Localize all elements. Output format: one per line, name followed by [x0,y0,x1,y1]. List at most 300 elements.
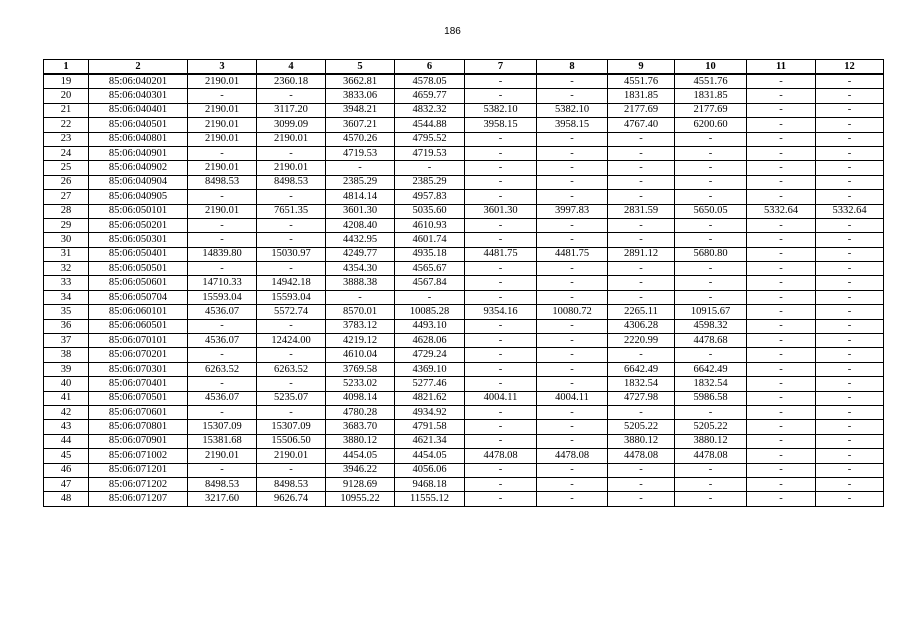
value-cell: 4478.08 [675,449,747,463]
table-row [44,262,884,276]
value-cell: 4832.32 [395,103,465,117]
value-cell: - [747,391,816,405]
value-cell: - [608,477,675,491]
value-cell: - [465,146,537,160]
value-cell: 6263.52 [257,362,326,376]
value-cell: - [465,161,537,175]
value-cell: 10085.28 [395,305,465,319]
value-cell: 15030.97 [257,247,326,261]
value-cell: 4056.06 [395,463,465,477]
value-cell: - [747,290,816,304]
value-cell: 3948.21 [326,103,395,117]
value-cell: - [188,146,257,160]
value-cell: - [608,190,675,204]
value-cell: 2190.01 [188,74,257,89]
value-cell: 1831.85 [675,89,747,103]
page-number: 186 [444,26,461,37]
value-cell: - [465,276,537,290]
value-cell: 1832.54 [608,377,675,391]
value-cell: - [537,161,608,175]
value-cell: - [537,420,608,434]
table-row [44,118,884,132]
cadastral-code-cell: 85:06:071202 [89,477,188,491]
value-cell: 9626.74 [257,492,326,506]
value-cell: - [747,74,816,89]
table-row [44,319,884,333]
value-cell: 1831.85 [608,89,675,103]
value-cell: - [816,463,884,477]
row-number-cell: 30 [44,233,89,247]
value-cell: 4628.06 [395,334,465,348]
value-cell: - [465,405,537,419]
value-cell: 14839.80 [188,247,257,261]
value-cell: - [747,319,816,333]
table-row [44,477,884,491]
value-cell: - [188,463,257,477]
value-cell: 2891.12 [608,247,675,261]
value-cell: 12424.00 [257,334,326,348]
value-cell: 9468.18 [395,477,465,491]
table-row [44,391,884,405]
value-cell: - [816,362,884,376]
value-cell: 4249.77 [326,247,395,261]
value-cell: - [747,218,816,232]
table-row [44,190,884,204]
value-cell: - [465,218,537,232]
value-cell: - [816,262,884,276]
row-number-cell: 31 [44,247,89,261]
value-cell: - [747,405,816,419]
value-cell: 4601.74 [395,233,465,247]
value-cell: - [257,377,326,391]
value-cell: 5572.74 [257,305,326,319]
row-number-cell: 43 [44,420,89,434]
value-cell: - [747,247,816,261]
table-row [44,434,884,448]
value-cell: - [608,276,675,290]
value-cell: - [537,405,608,419]
value-cell: 3601.30 [326,204,395,218]
column-header-12: 12 [816,60,884,75]
value-cell: - [395,161,465,175]
value-cell: - [747,89,816,103]
table-row [44,204,884,218]
value-cell: 4208.40 [326,218,395,232]
column-header-6: 6 [395,60,465,75]
value-cell: - [465,334,537,348]
value-cell: - [188,218,257,232]
table-row [44,377,884,391]
value-cell: 4565.67 [395,262,465,276]
column-header-9: 9 [608,60,675,75]
value-cell: - [537,132,608,146]
row-number-cell: 37 [44,334,89,348]
value-cell: 15593.04 [188,290,257,304]
table-row [44,132,884,146]
value-cell: 10080.72 [537,305,608,319]
value-cell: 2265.11 [608,305,675,319]
value-cell: 4934.92 [395,405,465,419]
value-cell: - [537,89,608,103]
value-cell: - [747,190,816,204]
row-number-cell: 40 [44,377,89,391]
value-cell: - [675,218,747,232]
value-cell: 4306.28 [608,319,675,333]
value-cell: - [675,132,747,146]
value-cell: 2190.01 [257,449,326,463]
value-cell: - [257,190,326,204]
value-cell: - [675,290,747,304]
cadastral-code-cell: 85:06:070601 [89,405,188,419]
value-cell: - [816,190,884,204]
value-cell: - [816,348,884,362]
value-cell: - [816,290,884,304]
value-cell: 3607.21 [326,118,395,132]
cadastral-code-cell: 85:06:071201 [89,463,188,477]
table-row [44,334,884,348]
table-body [44,74,884,506]
value-cell: 3997.83 [537,204,608,218]
value-cell: - [608,405,675,419]
column-header-11: 11 [747,60,816,75]
value-cell: - [188,262,257,276]
table-row [44,247,884,261]
value-cell: - [816,276,884,290]
cadastral-code-cell: 85:06:040901 [89,146,188,160]
column-header-4: 4 [257,60,326,75]
value-cell: 4354.30 [326,262,395,276]
cadastral-code-cell: 85:06:040905 [89,190,188,204]
value-cell: 5332.64 [747,204,816,218]
value-cell: 8498.53 [257,175,326,189]
value-cell: 4536.07 [188,305,257,319]
cadastral-code-cell: 85:06:040201 [89,74,188,89]
data-table [43,59,884,507]
value-cell: - [675,492,747,506]
value-cell: 5382.10 [465,103,537,117]
value-cell: 2831.59 [608,204,675,218]
value-cell: 8498.53 [188,477,257,491]
value-cell: - [537,276,608,290]
value-cell: - [537,218,608,232]
value-cell: - [747,161,816,175]
value-cell: 4369.10 [395,362,465,376]
value-cell: - [675,146,747,160]
value-cell: - [537,334,608,348]
column-header-5: 5 [326,60,395,75]
value-cell: - [747,262,816,276]
cadastral-code-cell: 85:06:070801 [89,420,188,434]
value-cell: - [465,89,537,103]
value-cell: 2190.01 [257,161,326,175]
value-cell: - [537,290,608,304]
row-number-cell: 44 [44,434,89,448]
cadastral-code-cell: 85:06:050704 [89,290,188,304]
value-cell: - [675,161,747,175]
table-row [44,146,884,160]
value-cell: - [816,74,884,89]
value-cell: 6200.60 [675,118,747,132]
value-cell: 2190.01 [257,132,326,146]
value-cell: - [257,348,326,362]
value-cell: - [816,89,884,103]
value-cell: 4098.14 [326,391,395,405]
value-cell: 8570.01 [326,305,395,319]
value-cell: - [608,146,675,160]
value-cell: 4536.07 [188,334,257,348]
value-cell: - [608,262,675,276]
row-number-cell: 19 [44,74,89,89]
value-cell: - [675,175,747,189]
value-cell: - [816,334,884,348]
value-cell: 5680.80 [675,247,747,261]
value-cell: 4814.14 [326,190,395,204]
cadastral-code-cell: 85:06:050501 [89,262,188,276]
value-cell: - [537,190,608,204]
value-cell: 4567.84 [395,276,465,290]
value-cell: 4478.08 [537,449,608,463]
value-cell: 3946.22 [326,463,395,477]
value-cell: - [608,218,675,232]
value-cell: 4578.05 [395,74,465,89]
cadastral-code-cell: 85:06:071207 [89,492,188,506]
value-cell: 5205.22 [608,420,675,434]
value-cell: - [537,492,608,506]
value-cell: - [608,175,675,189]
value-cell: 4610.93 [395,218,465,232]
value-cell: - [816,161,884,175]
row-number-cell: 35 [44,305,89,319]
header-row [44,60,884,75]
cadastral-code-cell: 85:06:060501 [89,319,188,333]
value-cell: - [747,233,816,247]
value-cell: - [257,233,326,247]
column-header-3: 3 [188,60,257,75]
value-cell: - [537,377,608,391]
value-cell: 2190.01 [188,103,257,117]
value-cell: 5277.46 [395,377,465,391]
value-cell: - [816,391,884,405]
cadastral-code-cell: 85:06:040301 [89,89,188,103]
value-cell: 3099.09 [257,118,326,132]
value-cell: - [326,290,395,304]
value-cell: - [537,348,608,362]
value-cell: 4621.34 [395,434,465,448]
value-cell: 4659.77 [395,89,465,103]
value-cell: 8498.53 [257,477,326,491]
value-cell: 4821.62 [395,391,465,405]
value-cell: - [747,449,816,463]
value-cell: - [816,132,884,146]
value-cell: 15506.50 [257,434,326,448]
value-cell: 2190.01 [188,204,257,218]
value-cell: - [816,247,884,261]
column-header-2: 2 [89,60,188,75]
row-number-cell: 23 [44,132,89,146]
value-cell: 4719.53 [326,146,395,160]
table-row [44,405,884,419]
value-cell: 4935.18 [395,247,465,261]
row-number-cell: 25 [44,161,89,175]
column-header-10: 10 [675,60,747,75]
value-cell: 14710.33 [188,276,257,290]
value-cell: - [675,405,747,419]
value-cell: 3880.12 [326,434,395,448]
value-cell: 4957.83 [395,190,465,204]
value-cell: 14942.18 [257,276,326,290]
value-cell: 4481.75 [465,247,537,261]
value-cell: - [537,319,608,333]
value-cell: 4570.26 [326,132,395,146]
value-cell: - [465,233,537,247]
table-row [44,103,884,117]
cadastral-code-cell: 85:06:050601 [89,276,188,290]
table-row [44,233,884,247]
value-cell: - [747,492,816,506]
value-cell: - [747,348,816,362]
value-cell: 2360.18 [257,74,326,89]
value-cell: 5382.10 [537,103,608,117]
value-cell: - [537,146,608,160]
value-cell: 4598.32 [675,319,747,333]
value-cell: 3117.20 [257,103,326,117]
value-cell: 2177.69 [675,103,747,117]
value-cell: 4791.58 [395,420,465,434]
value-cell: 3958.15 [465,118,537,132]
value-cell: - [816,103,884,117]
row-number-cell: 47 [44,477,89,491]
value-cell: - [816,233,884,247]
value-cell: - [816,146,884,160]
value-cell: 9128.69 [326,477,395,491]
value-cell: - [675,348,747,362]
table-row [44,290,884,304]
table-row [44,348,884,362]
value-cell: 4610.04 [326,348,395,362]
value-cell: - [537,233,608,247]
row-number-cell: 39 [44,362,89,376]
cadastral-code-cell: 85:06:040401 [89,103,188,117]
value-cell: - [465,348,537,362]
value-cell: - [816,434,884,448]
value-cell: 4454.05 [395,449,465,463]
row-number-cell: 22 [44,118,89,132]
value-cell: - [537,74,608,89]
table-row [44,449,884,463]
value-cell: - [747,305,816,319]
value-cell: - [465,492,537,506]
cadastral-code-cell: 85:06:040501 [89,118,188,132]
value-cell: - [747,276,816,290]
value-cell: 4219.12 [326,334,395,348]
value-cell: 3217.60 [188,492,257,506]
value-cell: - [465,175,537,189]
value-cell: 4432.95 [326,233,395,247]
value-cell: - [675,262,747,276]
value-cell: - [465,434,537,448]
cadastral-code-cell: 85:06:071002 [89,449,188,463]
value-cell: - [816,118,884,132]
table-row [44,276,884,290]
table-row [44,420,884,434]
table-row [44,161,884,175]
value-cell: 5035.60 [395,204,465,218]
value-cell: - [816,492,884,506]
value-cell: - [816,477,884,491]
table-row [44,175,884,189]
cadastral-code-cell: 85:06:050201 [89,218,188,232]
value-cell: - [188,348,257,362]
value-cell: 2190.01 [188,161,257,175]
value-cell: 3662.81 [326,74,395,89]
value-cell: 3769.58 [326,362,395,376]
value-cell: - [816,449,884,463]
value-cell: 4454.05 [326,449,395,463]
value-cell: 6642.49 [675,362,747,376]
row-number-cell: 27 [44,190,89,204]
value-cell: 4493.10 [395,319,465,333]
value-cell: 3783.12 [326,319,395,333]
value-cell: - [326,161,395,175]
value-cell: - [747,477,816,491]
value-cell: - [816,420,884,434]
row-number-cell: 28 [44,204,89,218]
row-number-cell: 42 [44,405,89,419]
value-cell: 4478.08 [608,449,675,463]
value-cell: 1832.54 [675,377,747,391]
value-cell: - [747,132,816,146]
value-cell: - [675,233,747,247]
value-cell: 2385.29 [395,175,465,189]
table-row [44,492,884,506]
value-cell: 4478.68 [675,334,747,348]
value-cell: - [537,175,608,189]
cadastral-code-cell: 85:06:040801 [89,132,188,146]
value-cell: - [188,405,257,419]
cadastral-code-cell: 85:06:070301 [89,362,188,376]
value-cell: 5332.64 [816,204,884,218]
value-cell: - [747,146,816,160]
value-cell: - [537,434,608,448]
value-cell: - [465,74,537,89]
value-cell: - [747,362,816,376]
column-header-8: 8 [537,60,608,75]
value-cell: 8498.53 [188,175,257,189]
row-number-cell: 21 [44,103,89,117]
value-cell: - [537,477,608,491]
value-cell: - [675,463,747,477]
value-cell: 2177.69 [608,103,675,117]
value-cell: 4481.75 [537,247,608,261]
value-cell: 15307.09 [188,420,257,434]
value-cell: 5235.07 [257,391,326,405]
value-cell: - [188,377,257,391]
value-cell: - [816,377,884,391]
cadastral-code-cell: 85:06:070901 [89,434,188,448]
value-cell: 10915.67 [675,305,747,319]
value-cell: 7651.35 [257,204,326,218]
value-cell: 4551.76 [608,74,675,89]
value-cell: 15381.68 [188,434,257,448]
table-row [44,74,884,89]
cadastral-code-cell: 85:06:060101 [89,305,188,319]
value-cell: - [465,362,537,376]
value-cell: - [608,132,675,146]
value-cell: - [816,405,884,419]
cadastral-code-cell: 85:06:070201 [89,348,188,362]
row-number-cell: 36 [44,319,89,333]
value-cell: - [465,420,537,434]
